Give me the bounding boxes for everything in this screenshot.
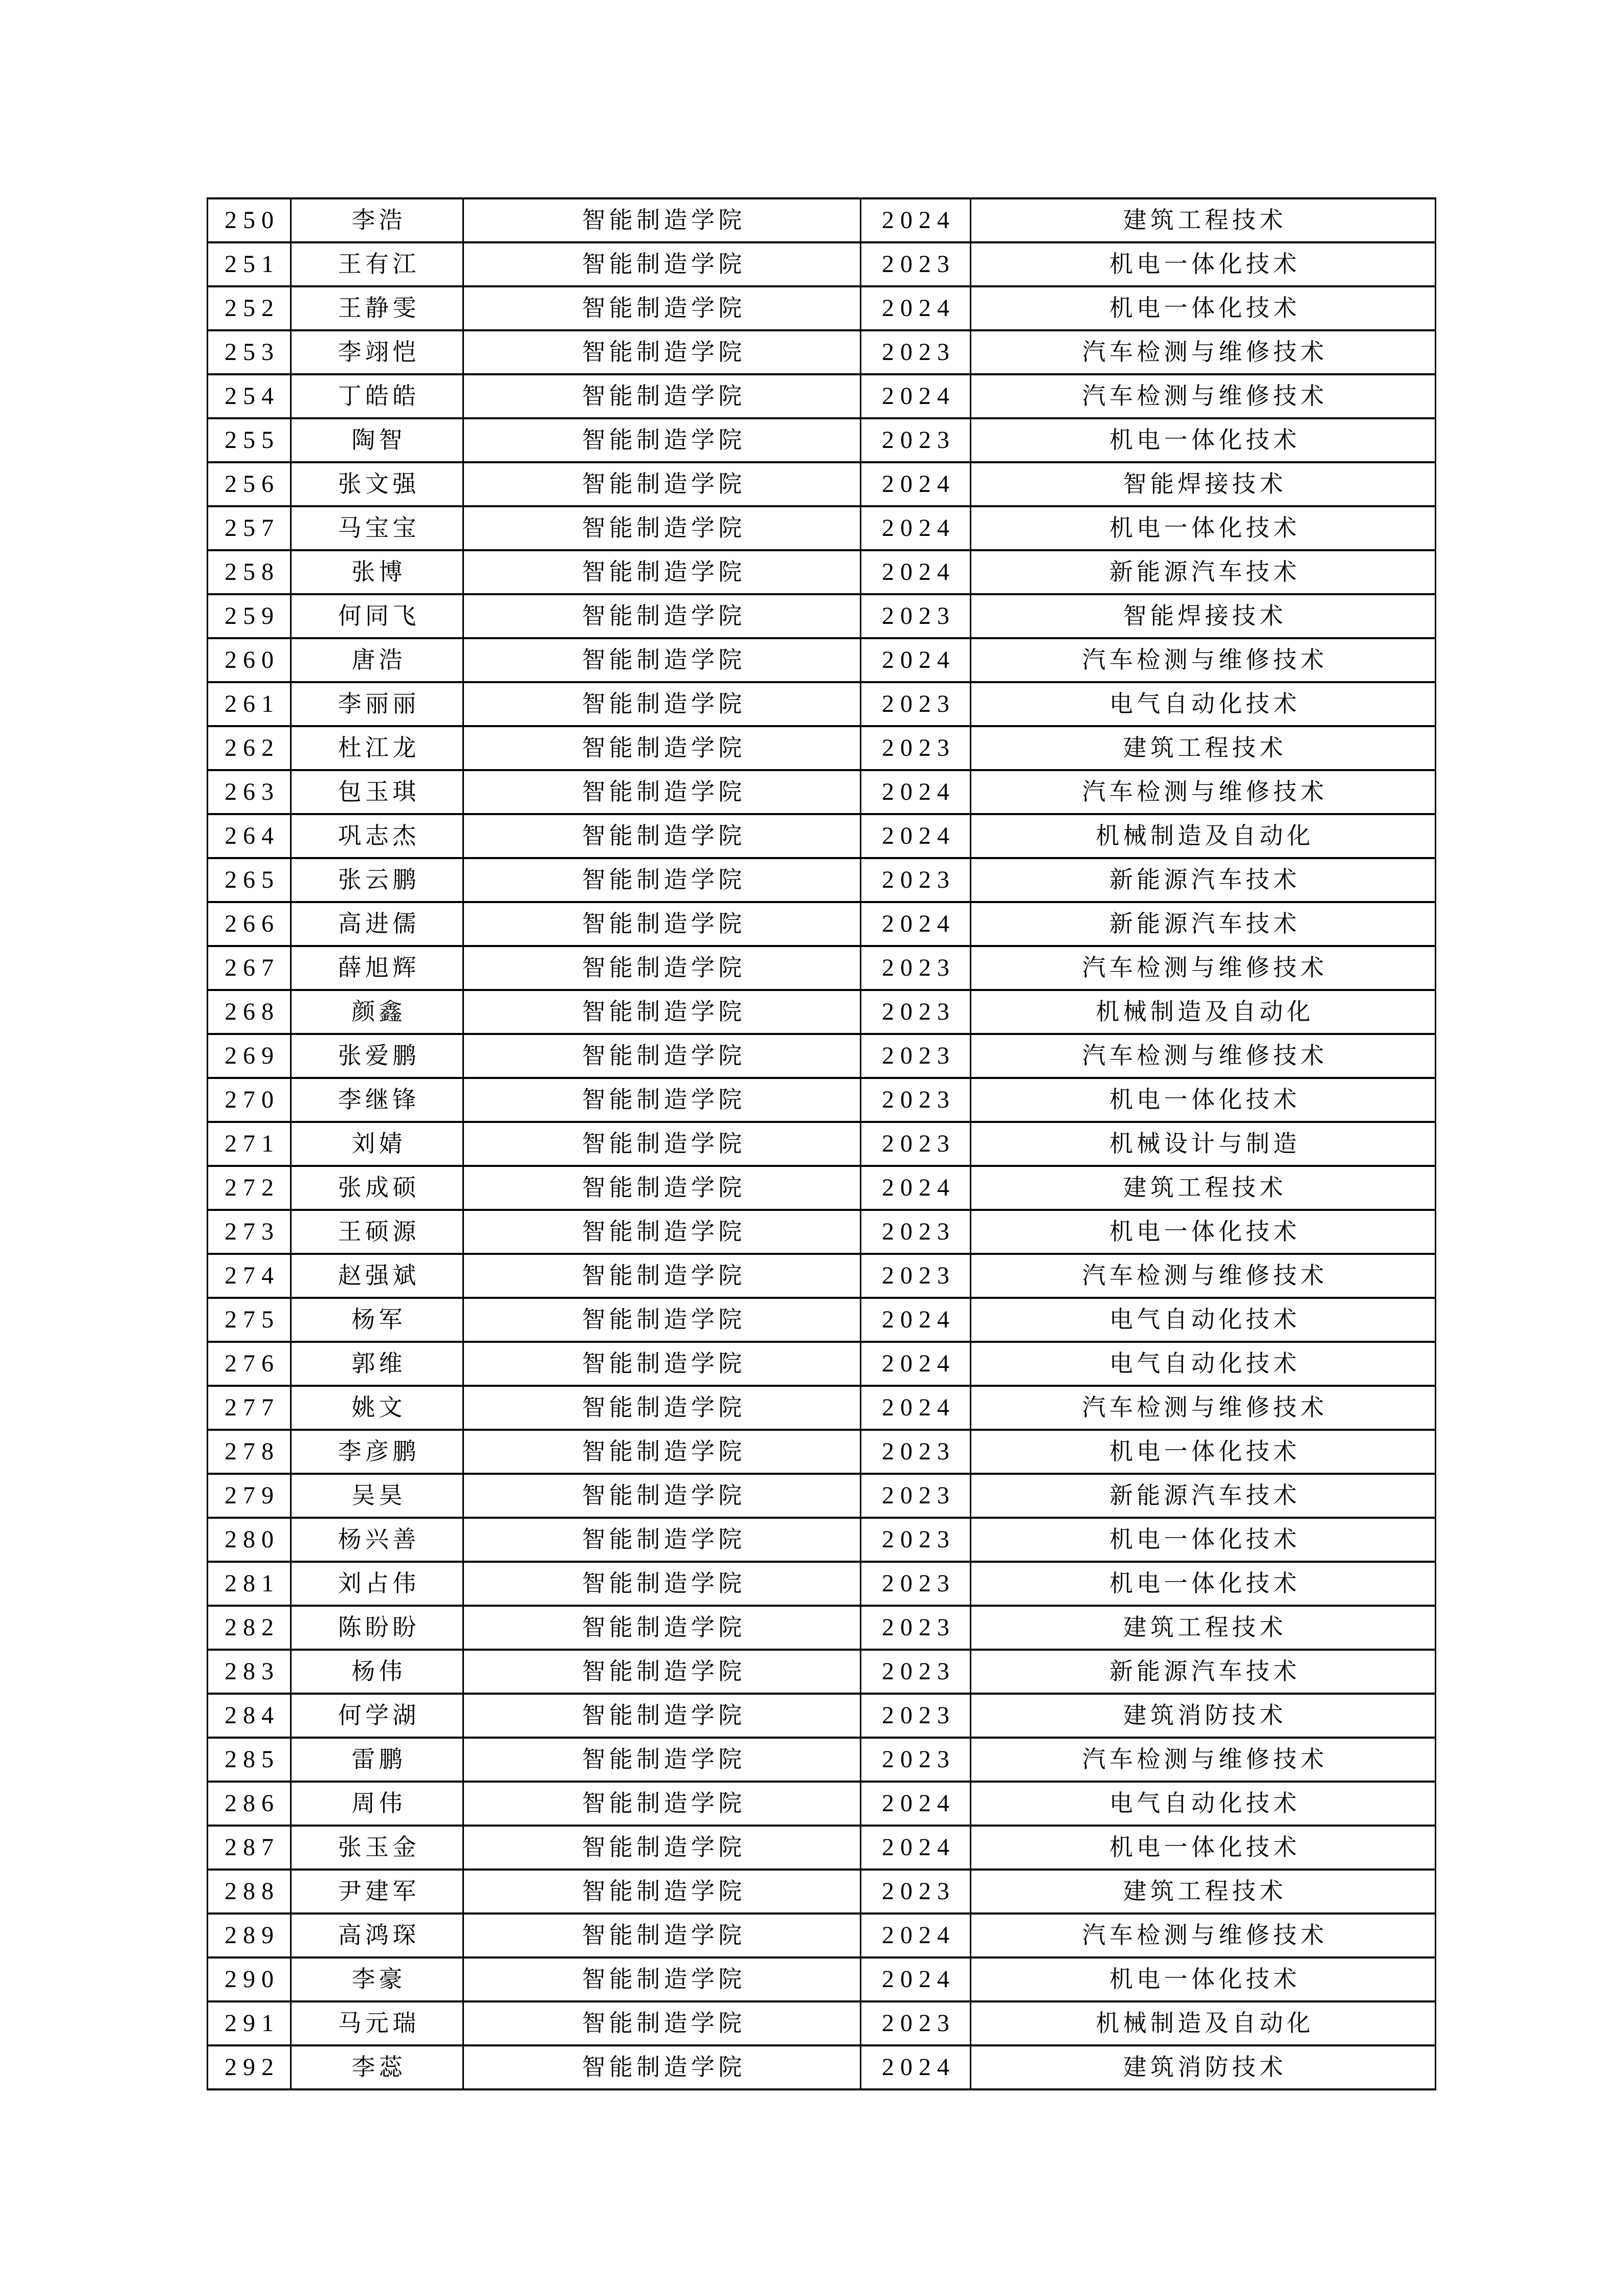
cell-college: 智能制造学院 bbox=[463, 1254, 861, 1298]
cell-college: 智能制造学院 bbox=[463, 1430, 861, 1474]
table-row bbox=[208, 198, 1436, 242]
cell-major: 汽车检测与维修技术 bbox=[971, 946, 1436, 990]
cell-major: 汽车检测与维修技术 bbox=[971, 1386, 1436, 1430]
cell-college: 智能制造学院 bbox=[463, 1562, 861, 1606]
cell-no: 279 bbox=[208, 1474, 291, 1518]
table-row bbox=[208, 1342, 1436, 1386]
cell-name: 李豪 bbox=[291, 1957, 463, 2001]
cell-college: 智能制造学院 bbox=[463, 1782, 861, 1826]
cell-college: 智能制造学院 bbox=[463, 1606, 861, 1650]
cell-year: 2023 bbox=[861, 726, 971, 770]
cell-no: 269 bbox=[208, 1034, 291, 1078]
table-row bbox=[208, 1122, 1436, 1166]
cell-college: 智能制造学院 bbox=[463, 198, 861, 242]
cell-no: 265 bbox=[208, 858, 291, 902]
cell-name: 丁皓皓 bbox=[291, 374, 463, 418]
cell-college: 智能制造学院 bbox=[463, 638, 861, 682]
cell-year: 2024 bbox=[861, 506, 971, 550]
table-row bbox=[208, 2001, 1436, 2045]
cell-name: 巩志杰 bbox=[291, 814, 463, 858]
cell-year: 2023 bbox=[861, 1078, 971, 1122]
cell-college: 智能制造学院 bbox=[463, 1386, 861, 1430]
cell-college: 智能制造学院 bbox=[463, 1914, 861, 1957]
cell-year: 2024 bbox=[861, 462, 971, 506]
cell-college: 智能制造学院 bbox=[463, 550, 861, 594]
table-row bbox=[208, 462, 1436, 506]
cell-name: 张玉金 bbox=[291, 1826, 463, 1870]
cell-year: 2023 bbox=[861, 418, 971, 462]
cell-name: 陶智 bbox=[291, 418, 463, 462]
cell-name: 李翊恺 bbox=[291, 330, 463, 374]
cell-name: 何同飞 bbox=[291, 594, 463, 638]
cell-year: 2023 bbox=[861, 242, 971, 286]
cell-year: 2023 bbox=[861, 1518, 971, 1562]
table-row bbox=[208, 242, 1436, 286]
cell-major: 汽车检测与维修技术 bbox=[971, 770, 1436, 814]
cell-major: 建筑工程技术 bbox=[971, 198, 1436, 242]
cell-year: 2023 bbox=[861, 1606, 971, 1650]
cell-year: 2024 bbox=[861, 1782, 971, 1826]
cell-no: 277 bbox=[208, 1386, 291, 1430]
cell-name: 赵强斌 bbox=[291, 1254, 463, 1298]
table-row bbox=[208, 1914, 1436, 1957]
cell-major: 新能源汽车技术 bbox=[971, 550, 1436, 594]
cell-major: 建筑工程技术 bbox=[971, 1870, 1436, 1914]
cell-major: 机电一体化技术 bbox=[971, 1078, 1436, 1122]
cell-name: 高鸿琛 bbox=[291, 1914, 463, 1957]
cell-name: 王有江 bbox=[291, 242, 463, 286]
cell-major: 汽车检测与维修技术 bbox=[971, 330, 1436, 374]
cell-year: 2024 bbox=[861, 1386, 971, 1430]
cell-name: 李彦鹏 bbox=[291, 1430, 463, 1474]
cell-college: 智能制造学院 bbox=[463, 2001, 861, 2045]
cell-name: 李蕊 bbox=[291, 2045, 463, 2089]
cell-no: 285 bbox=[208, 1738, 291, 1782]
cell-year: 2023 bbox=[861, 1474, 971, 1518]
cell-name: 张云鹏 bbox=[291, 858, 463, 902]
table-row bbox=[208, 1738, 1436, 1782]
cell-name: 姚文 bbox=[291, 1386, 463, 1430]
table-row bbox=[208, 418, 1436, 462]
student-roster-table bbox=[207, 197, 1436, 2090]
table-row bbox=[208, 594, 1436, 638]
cell-no: 289 bbox=[208, 1914, 291, 1957]
cell-major: 建筑工程技术 bbox=[971, 726, 1436, 770]
table-row bbox=[208, 1210, 1436, 1254]
cell-college: 智能制造学院 bbox=[463, 1518, 861, 1562]
cell-year: 2024 bbox=[861, 1914, 971, 1957]
cell-college: 智能制造学院 bbox=[463, 1298, 861, 1342]
cell-year: 2023 bbox=[861, 682, 971, 726]
table-row bbox=[208, 682, 1436, 726]
cell-name: 张成硕 bbox=[291, 1166, 463, 1210]
table-row bbox=[208, 1650, 1436, 1694]
table-row bbox=[208, 1606, 1436, 1650]
cell-major: 机电一体化技术 bbox=[971, 1430, 1436, 1474]
table-row bbox=[208, 1034, 1436, 1078]
cell-no: 283 bbox=[208, 1650, 291, 1694]
cell-major: 建筑工程技术 bbox=[971, 1606, 1436, 1650]
cell-major: 汽车检测与维修技术 bbox=[971, 1254, 1436, 1298]
cell-year: 2023 bbox=[861, 330, 971, 374]
cell-no: 255 bbox=[208, 418, 291, 462]
cell-no: 263 bbox=[208, 770, 291, 814]
cell-name: 王硕源 bbox=[291, 1210, 463, 1254]
cell-year: 2024 bbox=[861, 1298, 971, 1342]
cell-no: 271 bbox=[208, 1122, 291, 1166]
cell-name: 李丽丽 bbox=[291, 682, 463, 726]
cell-no: 270 bbox=[208, 1078, 291, 1122]
table-row bbox=[208, 1254, 1436, 1298]
cell-year: 2024 bbox=[861, 1342, 971, 1386]
table-row bbox=[208, 1562, 1436, 1606]
cell-major: 机械制造及自动化 bbox=[971, 2001, 1436, 2045]
cell-major: 机电一体化技术 bbox=[971, 418, 1436, 462]
table-row bbox=[208, 814, 1436, 858]
cell-major: 机电一体化技术 bbox=[971, 286, 1436, 330]
cell-no: 281 bbox=[208, 1562, 291, 1606]
table-row bbox=[208, 726, 1436, 770]
cell-college: 智能制造学院 bbox=[463, 2045, 861, 2089]
cell-year: 2024 bbox=[861, 550, 971, 594]
table-row bbox=[208, 1870, 1436, 1914]
table-row bbox=[208, 1826, 1436, 1870]
cell-name: 薛旭辉 bbox=[291, 946, 463, 990]
cell-no: 276 bbox=[208, 1342, 291, 1386]
cell-name: 刘占伟 bbox=[291, 1562, 463, 1606]
cell-major: 机械制造及自动化 bbox=[971, 990, 1436, 1034]
cell-major: 新能源汽车技术 bbox=[971, 902, 1436, 946]
cell-name: 张博 bbox=[291, 550, 463, 594]
cell-name: 何学湖 bbox=[291, 1694, 463, 1738]
cell-college: 智能制造学院 bbox=[463, 1957, 861, 2001]
cell-name: 颜鑫 bbox=[291, 990, 463, 1034]
table-row bbox=[208, 1386, 1436, 1430]
cell-major: 机电一体化技术 bbox=[971, 1562, 1436, 1606]
table-row bbox=[208, 1166, 1436, 1210]
cell-major: 电气自动化技术 bbox=[971, 1782, 1436, 1826]
cell-name: 吴昊 bbox=[291, 1474, 463, 1518]
table-row bbox=[208, 902, 1436, 946]
table-row bbox=[208, 1957, 1436, 2001]
cell-year: 2023 bbox=[861, 1034, 971, 1078]
cell-major: 机械设计与制造 bbox=[971, 1122, 1436, 1166]
table-row bbox=[208, 286, 1436, 330]
table-row bbox=[208, 638, 1436, 682]
cell-year: 2023 bbox=[861, 1694, 971, 1738]
cell-no: 250 bbox=[208, 198, 291, 242]
cell-year: 2023 bbox=[861, 1870, 971, 1914]
cell-college: 智能制造学院 bbox=[463, 1034, 861, 1078]
cell-name: 周伟 bbox=[291, 1782, 463, 1826]
cell-college: 智能制造学院 bbox=[463, 374, 861, 418]
cell-no: 273 bbox=[208, 1210, 291, 1254]
cell-year: 2023 bbox=[861, 1122, 971, 1166]
cell-name: 李浩 bbox=[291, 198, 463, 242]
cell-year: 2024 bbox=[861, 1826, 971, 1870]
cell-name: 马宝宝 bbox=[291, 506, 463, 550]
cell-college: 智能制造学院 bbox=[463, 990, 861, 1034]
table-row bbox=[208, 1474, 1436, 1518]
cell-college: 智能制造学院 bbox=[463, 1166, 861, 1210]
cell-major: 机电一体化技术 bbox=[971, 1957, 1436, 2001]
table-row bbox=[208, 1782, 1436, 1826]
table-row bbox=[208, 1298, 1436, 1342]
table-row bbox=[208, 1694, 1436, 1738]
cell-college: 智能制造学院 bbox=[463, 1826, 861, 1870]
cell-year: 2023 bbox=[861, 1254, 971, 1298]
cell-major: 机电一体化技术 bbox=[971, 1210, 1436, 1254]
cell-name: 郭维 bbox=[291, 1342, 463, 1386]
cell-name: 刘婧 bbox=[291, 1122, 463, 1166]
table-row bbox=[208, 1518, 1436, 1562]
cell-college: 智能制造学院 bbox=[463, 1650, 861, 1694]
cell-year: 2024 bbox=[861, 198, 971, 242]
cell-year: 2024 bbox=[861, 1166, 971, 1210]
cell-year: 2023 bbox=[861, 1430, 971, 1474]
cell-name: 唐浩 bbox=[291, 638, 463, 682]
cell-college: 智能制造学院 bbox=[463, 1474, 861, 1518]
cell-major: 建筑消防技术 bbox=[971, 2045, 1436, 2089]
cell-college: 智能制造学院 bbox=[463, 770, 861, 814]
cell-no: 253 bbox=[208, 330, 291, 374]
table-row bbox=[208, 946, 1436, 990]
cell-no: 280 bbox=[208, 1518, 291, 1562]
cell-name: 雷鹏 bbox=[291, 1738, 463, 1782]
cell-no: 262 bbox=[208, 726, 291, 770]
cell-college: 智能制造学院 bbox=[463, 1342, 861, 1386]
cell-no: 287 bbox=[208, 1826, 291, 1870]
cell-no: 257 bbox=[208, 506, 291, 550]
cell-name: 杨军 bbox=[291, 1298, 463, 1342]
table-row bbox=[208, 506, 1436, 550]
cell-major: 建筑工程技术 bbox=[971, 1166, 1436, 1210]
cell-no: 275 bbox=[208, 1298, 291, 1342]
cell-no: 260 bbox=[208, 638, 291, 682]
cell-no: 251 bbox=[208, 242, 291, 286]
cell-major: 汽车检测与维修技术 bbox=[971, 1914, 1436, 1957]
cell-no: 259 bbox=[208, 594, 291, 638]
cell-major: 机电一体化技术 bbox=[971, 242, 1436, 286]
cell-year: 2024 bbox=[861, 770, 971, 814]
cell-year: 2023 bbox=[861, 946, 971, 990]
table-row bbox=[208, 374, 1436, 418]
cell-name: 杨兴善 bbox=[291, 1518, 463, 1562]
cell-no: 268 bbox=[208, 990, 291, 1034]
table-row bbox=[208, 770, 1436, 814]
cell-no: 264 bbox=[208, 814, 291, 858]
cell-major: 智能焊接技术 bbox=[971, 462, 1436, 506]
cell-name: 张爱鹏 bbox=[291, 1034, 463, 1078]
cell-major: 新能源汽车技术 bbox=[971, 858, 1436, 902]
cell-major: 电气自动化技术 bbox=[971, 1342, 1436, 1386]
cell-no: 256 bbox=[208, 462, 291, 506]
cell-year: 2024 bbox=[861, 1957, 971, 2001]
cell-college: 智能制造学院 bbox=[463, 858, 861, 902]
cell-college: 智能制造学院 bbox=[463, 1694, 861, 1738]
cell-no: 266 bbox=[208, 902, 291, 946]
student-roster-body bbox=[208, 198, 1436, 2089]
cell-year: 2023 bbox=[861, 858, 971, 902]
cell-year: 2024 bbox=[861, 638, 971, 682]
table-row bbox=[208, 1078, 1436, 1122]
cell-major: 汽车检测与维修技术 bbox=[971, 1738, 1436, 1782]
cell-college: 智能制造学院 bbox=[463, 242, 861, 286]
cell-major: 汽车检测与维修技术 bbox=[971, 374, 1436, 418]
cell-college: 智能制造学院 bbox=[463, 682, 861, 726]
cell-no: 288 bbox=[208, 1870, 291, 1914]
cell-major: 机电一体化技术 bbox=[971, 1826, 1436, 1870]
cell-major: 电气自动化技术 bbox=[971, 1298, 1436, 1342]
cell-no: 286 bbox=[208, 1782, 291, 1826]
cell-name: 王静雯 bbox=[291, 286, 463, 330]
table-row bbox=[208, 550, 1436, 594]
cell-major: 机电一体化技术 bbox=[971, 1518, 1436, 1562]
table-row bbox=[208, 1430, 1436, 1474]
cell-no: 292 bbox=[208, 2045, 291, 2089]
cell-no: 267 bbox=[208, 946, 291, 990]
cell-college: 智能制造学院 bbox=[463, 506, 861, 550]
table-row bbox=[208, 858, 1436, 902]
cell-college: 智能制造学院 bbox=[463, 418, 861, 462]
cell-name: 马元瑞 bbox=[291, 2001, 463, 2045]
table-row bbox=[208, 2045, 1436, 2089]
cell-year: 2023 bbox=[861, 990, 971, 1034]
cell-year: 2024 bbox=[861, 374, 971, 418]
cell-year: 2023 bbox=[861, 1562, 971, 1606]
cell-college: 智能制造学院 bbox=[463, 1738, 861, 1782]
cell-year: 2024 bbox=[861, 814, 971, 858]
cell-college: 智能制造学院 bbox=[463, 462, 861, 506]
cell-college: 智能制造学院 bbox=[463, 1210, 861, 1254]
cell-name: 杨伟 bbox=[291, 1650, 463, 1694]
cell-college: 智能制造学院 bbox=[463, 1122, 861, 1166]
cell-name: 尹建军 bbox=[291, 1870, 463, 1914]
cell-no: 272 bbox=[208, 1166, 291, 1210]
cell-major: 机电一体化技术 bbox=[971, 506, 1436, 550]
table-row bbox=[208, 990, 1436, 1034]
cell-no: 284 bbox=[208, 1694, 291, 1738]
cell-no: 291 bbox=[208, 2001, 291, 2045]
cell-name: 陈盼盼 bbox=[291, 1606, 463, 1650]
cell-name: 李继锋 bbox=[291, 1078, 463, 1122]
cell-major: 新能源汽车技术 bbox=[971, 1650, 1436, 1694]
cell-college: 智能制造学院 bbox=[463, 726, 861, 770]
cell-major: 新能源汽车技术 bbox=[971, 1474, 1436, 1518]
cell-name: 张文强 bbox=[291, 462, 463, 506]
cell-major: 汽车检测与维修技术 bbox=[971, 1034, 1436, 1078]
cell-major: 建筑消防技术 bbox=[971, 1694, 1436, 1738]
cell-no: 282 bbox=[208, 1606, 291, 1650]
cell-college: 智能制造学院 bbox=[463, 330, 861, 374]
table-row bbox=[208, 330, 1436, 374]
cell-year: 2023 bbox=[861, 594, 971, 638]
cell-no: 252 bbox=[208, 286, 291, 330]
cell-year: 2023 bbox=[861, 1650, 971, 1694]
cell-college: 智能制造学院 bbox=[463, 946, 861, 990]
cell-no: 261 bbox=[208, 682, 291, 726]
cell-no: 254 bbox=[208, 374, 291, 418]
cell-year: 2024 bbox=[861, 2045, 971, 2089]
cell-college: 智能制造学院 bbox=[463, 286, 861, 330]
cell-college: 智能制造学院 bbox=[463, 1078, 861, 1122]
cell-year: 2024 bbox=[861, 286, 971, 330]
cell-name: 杜江龙 bbox=[291, 726, 463, 770]
cell-college: 智能制造学院 bbox=[463, 594, 861, 638]
cell-year: 2023 bbox=[861, 2001, 971, 2045]
cell-major: 机械制造及自动化 bbox=[971, 814, 1436, 858]
cell-name: 高进儒 bbox=[291, 902, 463, 946]
cell-no: 290 bbox=[208, 1957, 291, 2001]
cell-year: 2023 bbox=[861, 1210, 971, 1254]
cell-no: 274 bbox=[208, 1254, 291, 1298]
cell-year: 2023 bbox=[861, 1738, 971, 1782]
cell-no: 258 bbox=[208, 550, 291, 594]
cell-major: 智能焊接技术 bbox=[971, 594, 1436, 638]
cell-major: 电气自动化技术 bbox=[971, 682, 1436, 726]
cell-college: 智能制造学院 bbox=[463, 902, 861, 946]
cell-major: 汽车检测与维修技术 bbox=[971, 638, 1436, 682]
cell-year: 2024 bbox=[861, 902, 971, 946]
cell-college: 智能制造学院 bbox=[463, 1870, 861, 1914]
cell-no: 278 bbox=[208, 1430, 291, 1474]
cell-college: 智能制造学院 bbox=[463, 814, 861, 858]
cell-name: 包玉琪 bbox=[291, 770, 463, 814]
